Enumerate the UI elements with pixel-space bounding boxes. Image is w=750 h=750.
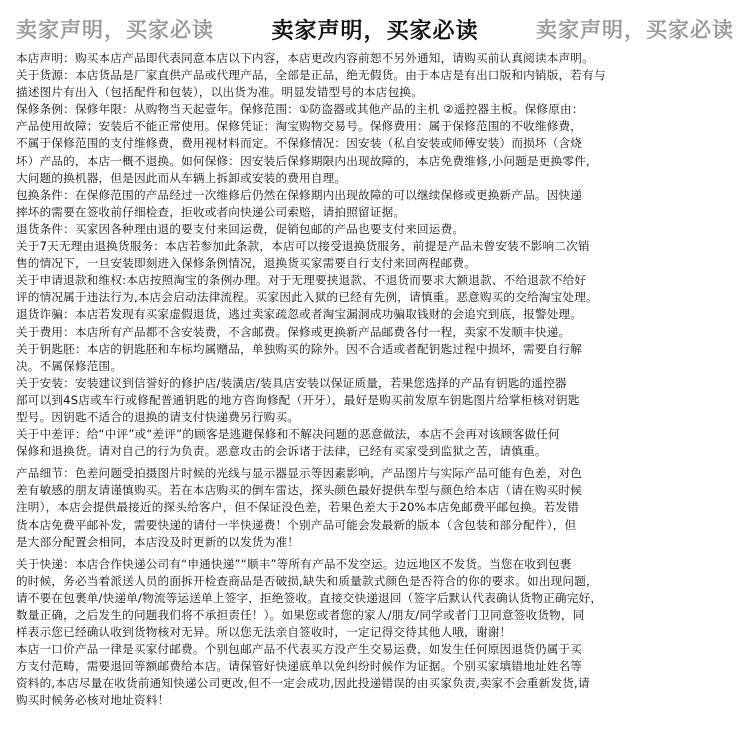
text-line: 包换条件：在保修范围的产品经过一次维修后仍然在保修期内出现故障的可以继续保修或更换新产品。因快递 <box>16 187 583 202</box>
text-line: 本店声明：购买本店产品即代表同意本店以下内容，本店更改内容前恕不另外通知，请购买前认真阅读本声明。 <box>16 51 594 65</box>
text-line: 资料的,本店尽量在收货前通知快递公司更改,但不一定会成功,因此投递错误的由买家负责,卖家不会重新发货,请 <box>16 676 590 691</box>
text-line: 不属于保修范围的支付维修费，费用视材料而定。不保修情况：因安装（私自安装或师傅安装）而损坏（含烧 <box>16 136 583 151</box>
text-line: 关于7天无理由退换货服务：本店若参加此条款，本店可以接受退换货服务，前提是产品未曾安装不影响二次销 <box>16 239 590 254</box>
header-banner <box>16 12 734 46</box>
text-line: 购买时候务必核对地址资料！ <box>16 693 170 708</box>
text-line: 是大部分配置会相同，本店没及时更新的以发货为准！ <box>16 534 300 549</box>
text-line: 产品细节：色差问题受拍摄图片时候的光线与显示器显示等因素影响，产品图片与实际产品可能有色差，对色 <box>16 466 583 481</box>
section-return-fee <box>16 221 734 238</box>
section-courier <box>16 556 734 641</box>
text-line: 关于费用：本店所有产品都不含安装费，不含邮费。保修或更换新产品邮费各付一程，卖家不发顺丰快递。 <box>16 324 571 339</box>
text-line: 售的情况下，一旦安装即刻进入保修条例情况，退换货买家需要自行支付来回两程邮费。 <box>16 256 476 271</box>
text-line: 关于钥匙胚：本店的钥匙胚和车标均属赠品，单独购买的除外。因不合适或者配钥匙过程中损坏，需要自行解 <box>16 341 583 356</box>
text-line: 关于货源：本店货品是厂家直供产品或代理产品，全部是正品，绝无假货。由于本店是有出口版和内销版，若有与 <box>16 68 606 83</box>
section-key-blank <box>16 341 734 375</box>
section-warranty <box>16 101 734 186</box>
section-exchange <box>16 187 734 221</box>
text-line: 坏）产品的，本店一概不退换。如何保修：因安装后保修期限内出现故障的，本店免费维修,小问题是更换零件, <box>16 153 590 168</box>
section-product-detail <box>16 465 734 550</box>
section-source <box>16 67 734 101</box>
text-line: 关于申请退款和维权:本店按照淘宝的条例办理。对于无理要挟退款、不退货而要求大额退款、不给退款不给好 <box>16 273 587 288</box>
text-line: 描述图片有出入（包括配件和包装），以出货为准。明显发错型号的本店包换。 <box>16 85 423 100</box>
text-line: 货本店免费平邮补发，需要快递的请付一半快递费！个别产品可能会发最新的版本（含包装和部分配件），但 <box>16 517 577 532</box>
section-fees <box>16 324 734 341</box>
text-line: 方支付范畴，需要退回等额邮费给本店。请保管好快递底单以免纠纷时候作为证据。个别买家填错地址姓名等 <box>16 659 583 674</box>
text-line: 型号。因钥匙不适合的退换的请支付快递费另行购买。 <box>16 409 300 424</box>
text-line: 摔坏的需要在签收前仔细检查，拒收或者向快递公司索赔，请拍照留证据。 <box>16 204 406 219</box>
header-title-main: 卖家声明，买家必读 <box>271 18 479 44</box>
text-line: 决。不属保修范围。 <box>16 358 123 373</box>
section-refund <box>16 272 734 323</box>
text-line: 退货条件：买家因各种理由退的要支付来回运费，促销包邮的产品也要支付来回运费。 <box>16 221 465 236</box>
text-line: 本店一口价产品一律是买家付邮费。个别包邮产品不代表买方没产生交易运费，如发生任何原因退货仍属于买 <box>16 642 583 657</box>
text-line: 产品使用故障；安装后不能正常使用。保修凭证：淘宝购物交易号。保修费用：属于保修范围的不收维修费， <box>16 119 583 134</box>
text-line: 关于快递：本店合作快递公司有“申通快递”“顺丰”等所有产品不发空运。边远地区不发货。当您在收到包裹 <box>16 556 572 571</box>
section-install <box>16 375 734 426</box>
header-title-right: 卖家声明，买家必读 <box>535 18 734 42</box>
text-line: 样表示您已经确认收到货物核对无异。所以您无法亲自签收时，一定记得交待其他人哦，谢谢！ <box>16 625 512 640</box>
statement-body <box>16 50 734 710</box>
text-line: 保修条例：保修年限：从购物当天起壹年。保修范围：①防盗器或其他产品的主机 ②遥控器主板。保修原由： <box>16 102 584 117</box>
section-bad-review <box>16 426 734 460</box>
text-line: 大问题的换机器，但是因此而从车辆上拆卸或安装的费用自理。 <box>16 170 347 185</box>
text-line: 关于中差评：给“中评”或“差评”的顾客是逃避保修和不解决问题的恶意做法，本店不会再对该顾客做任何 <box>16 427 560 442</box>
text-line: 评的情况属于违法行为,本店会启动法律流程。买家因此入狱的已经有先例，请慎重。恶意购买的交给淘宝处理。 <box>16 290 598 305</box>
section-seven-day <box>16 238 734 272</box>
text-line: 部可以到4S店或车行或修配普通钥匙的地方咨询修配（开牙），最好是购买前发原车钥匙图片给掌柜核对钥匙 <box>16 392 580 407</box>
text-line: 注明），本店会提供最接近的探头给客户，但不保证没色差，若果色差大于20%本店免邮费平邮包换。若发错 <box>16 500 580 515</box>
section-shipping-fee <box>16 641 734 709</box>
text-line: 的时候，务必当着派送人员的面拆开检查商品是否破损,缺失和质量款式颜色是否符合的你的要求。如出现问题， <box>16 573 598 588</box>
text-line: 关于安装：安装建议到信誉好的修护店/装潢店/装具店安装以保证质量，若果您选择的产品有钥匙的遥控器 <box>16 375 567 390</box>
header-title-left: 卖家声明，买家必读 <box>16 18 214 42</box>
text-line: 保修和退换货。请对自己的行为负责。恶意攻击的会诉诸于法律，已经有买家受到监狱之苦，请慎重。 <box>16 444 547 459</box>
section-notice <box>16 50 734 67</box>
text-line: 差有敏感的朋友请谨慎购买。若在本店购买的倒车雷达，探头颜色最好提供车型与颜色给本店（请在购买时候 <box>16 483 583 498</box>
text-line: 退货诈骗：本店若发现有买家虚假退货，逃过卖家疏忽或者淘宝漏洞成功骗取钱财的会追究到底，报警处理。 <box>16 307 583 322</box>
text-line: 请不要在包裹单/快递单/物流等运送单上签字，拒绝签收。直接交快递退回（签字后默认代表确认货物正确完好， <box>16 590 603 605</box>
text-line: 数量正确，之后发生的问题我们将不承担责任！）。如果您或者您的家人/朋友/同学或者门卫同意签收货物，同 <box>16 608 585 622</box>
